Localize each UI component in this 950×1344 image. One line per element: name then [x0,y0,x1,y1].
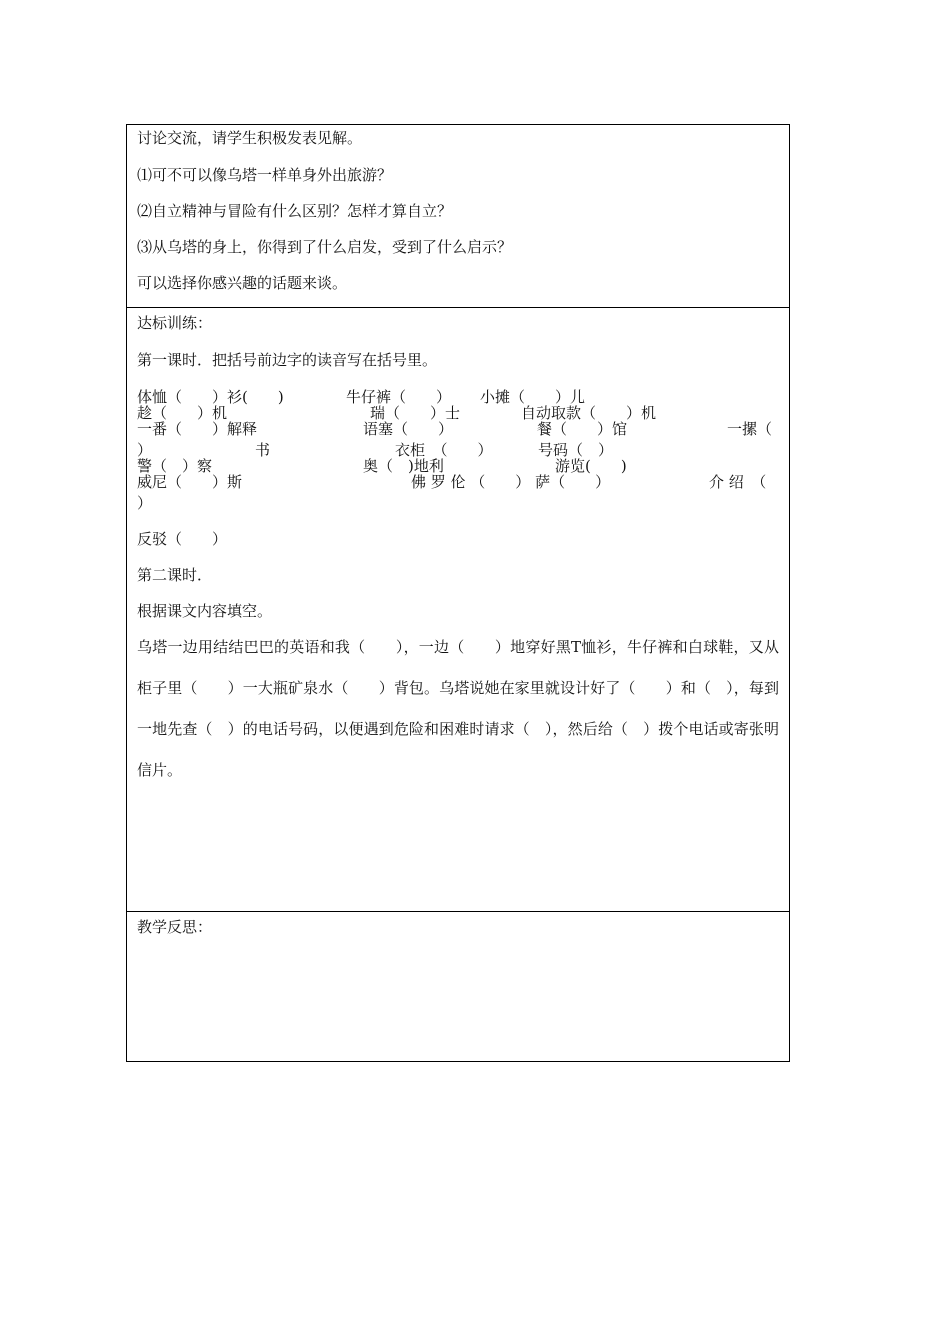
pinyin-row-7: ） [137,494,153,512]
pinyin-item: 餐（ ）馆 [537,420,628,438]
question-1: ⑴可不可以像乌塔一样单身外出旅游？ [137,166,393,184]
pinyin-item: ） [137,441,153,459]
fill-blank-instruction: 根据课文内容填空。 [137,602,273,620]
pinyin-item: 衣柜 （ ） [395,441,493,459]
pinyin-item: 介 绍 （ [709,473,767,491]
pinyin-item: 一番（ ）解释 [137,420,258,438]
pinyin-item: 奥（ )地利 [363,457,444,475]
pinyin-item: 威尼（ ）斯 [137,473,243,491]
lesson-2-heading: 第二课时． [137,566,213,584]
pinyin-item: 佛 罗 伦 （ ） 萨（ ） [411,473,611,491]
reflection-heading: 教学反思： [137,918,213,936]
pinyin-item: 自动取款（ ）机 [521,404,657,422]
pinyin-item: 号码（ ） [538,441,614,459]
pinyin-item: 语塞（ ） [363,420,454,438]
pinyin-item: 趁（ ）机 [137,404,228,422]
reflection-cell [127,912,789,1061]
pinyin-item: 牛仔裤（ ） [346,388,452,406]
lesson-table [126,124,790,1062]
question-3: ⑶从乌塔的身上，你得到了什么启发，受到了什么启示？ [137,238,513,256]
exercise-cell [127,308,789,912]
pinyin-item: 警（ ）察 [137,457,213,475]
pinyin-item: 游览( ) [555,457,627,475]
pinyin-item: 书 [255,441,271,459]
pinyin-item: 瑞（ ）士 [370,404,461,422]
discussion-cell [127,125,789,308]
pinyin-item: 体恤（ ）衫( ) [137,388,284,406]
pinyin-item: 小摊（ ）儿 [480,388,586,406]
discussion-intro: 讨论交流，请学生积极发表见解。 [137,129,363,147]
fill-blank-passage: 乌塔一边用结结巴巴的英语和我（ ），一边（ ）地穿好黑T恤衫，牛仔裤和白球鞋，又从柜子里（ ）一大瓶矿泉水（ ）背包。乌塔说她在家里就设计好了（ ）和（ ），每到一地先查（ ）的电话号码，以便遇到危险和困难时请求（ ），然后给（ ）拨个电话或寄张明信片。 [137,638,779,779]
exercise-heading: 达标训练： [137,314,213,332]
lesson-1-instruction: 第一课时．把括号前边字的读音写在括号里。 [137,351,438,369]
discussion-closing: 可以选择你感兴趣的话题来谈。 [137,274,348,292]
pinyin-item: 一摞（ [727,420,773,438]
pinyin-row-8: 反驳（ ） [137,530,228,548]
question-2: ⑵自立精神与冒险有什么区别？怎样才算自立？ [137,202,453,220]
